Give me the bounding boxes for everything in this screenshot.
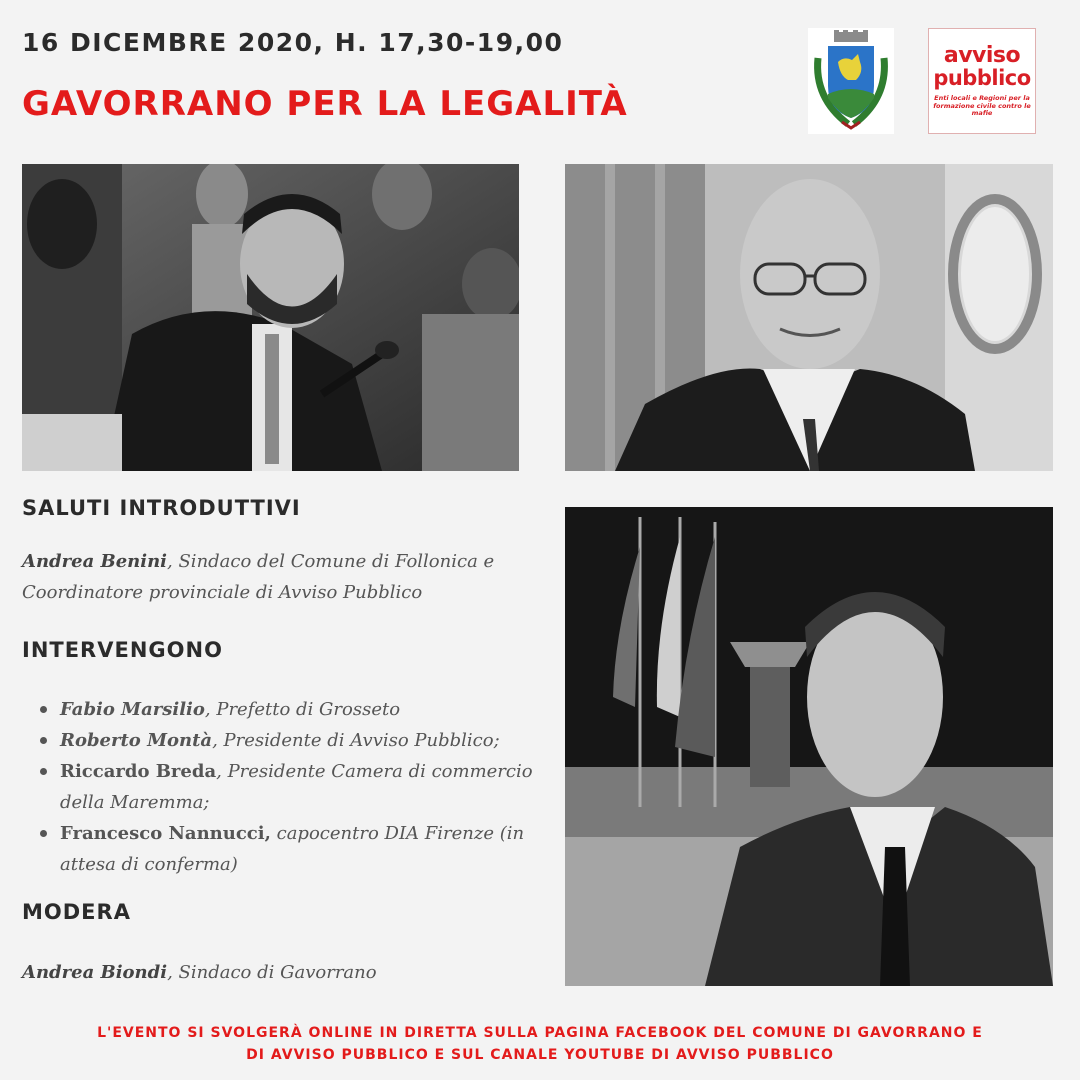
footer-line-2: DI AVVISO PUBBLICO E SUL CANALE YOUTUBE DI AVVISO PUBBLICO — [246, 1047, 834, 1063]
saluti-text — [22, 546, 522, 608]
list-item — [60, 756, 542, 818]
avviso-logo-word-2: pubblico — [933, 66, 1031, 90]
speaker-name: Roberto Montà — [60, 730, 213, 751]
avviso-logo-word-1: avviso — [943, 43, 1021, 68]
speaker-role: capocentro DIA Firenze (in attesa di conferma) — [60, 823, 525, 875]
event-date: 16 DICEMBRE 2020, H. 17,30-19,00 — [22, 28, 564, 57]
speaker-name: Francesco Nannucci, — [60, 823, 271, 844]
speakers-list — [22, 694, 542, 880]
list-item — [60, 694, 542, 725]
section-heading-intervengono: INTERVENGONO — [22, 638, 223, 662]
saluti-speaker-name: Andrea Benini — [22, 551, 168, 572]
avviso-logo-tagline: Enti locali e Regioni per la formazione civile contro le mafie — [933, 94, 1031, 117]
photo-speaker-2 — [565, 164, 1053, 471]
section-heading-modera: MODERA — [22, 900, 131, 924]
event-title: GAVORRANO PER LA LEGALITÀ — [22, 84, 628, 124]
modera-text — [22, 957, 522, 988]
comune-coat-of-arms-logo — [808, 28, 894, 134]
moderator-name: Andrea Biondi — [22, 962, 168, 983]
photo-speaker-3 — [565, 507, 1053, 986]
photo-andrea-benini — [22, 164, 519, 471]
footer-line-1: L'EVENTO SI SVOLGERÀ ONLINE IN DIRETTA SULLA PAGINA FACEBOOK DEL COMUNE DI GAVORRANO E — [97, 1025, 983, 1041]
avviso-pubblico-logo — [928, 28, 1036, 134]
speaker-name: Fabio Marsilio — [60, 699, 205, 720]
section-heading-saluti: SALUTI INTRODUTTIVI — [22, 496, 301, 520]
speaker-role: , Presidente di Avviso Pubblico; — [212, 730, 500, 751]
speaker-role: , Prefetto di Grosseto — [204, 699, 401, 720]
saluti-speaker-role: , Sindaco del Comune di Follonica e Coordinatore provinciale di Avviso Pubblico — [22, 551, 495, 603]
moderator-role: , Sindaco di Gavorrano — [167, 962, 377, 983]
list-item — [60, 818, 542, 880]
speaker-role: , Presidente Camera di commercio della Maremma; — [60, 761, 533, 813]
list-item — [60, 725, 542, 756]
footer-notice — [30, 1022, 1050, 1066]
speaker-name: Riccardo Breda — [60, 761, 217, 782]
